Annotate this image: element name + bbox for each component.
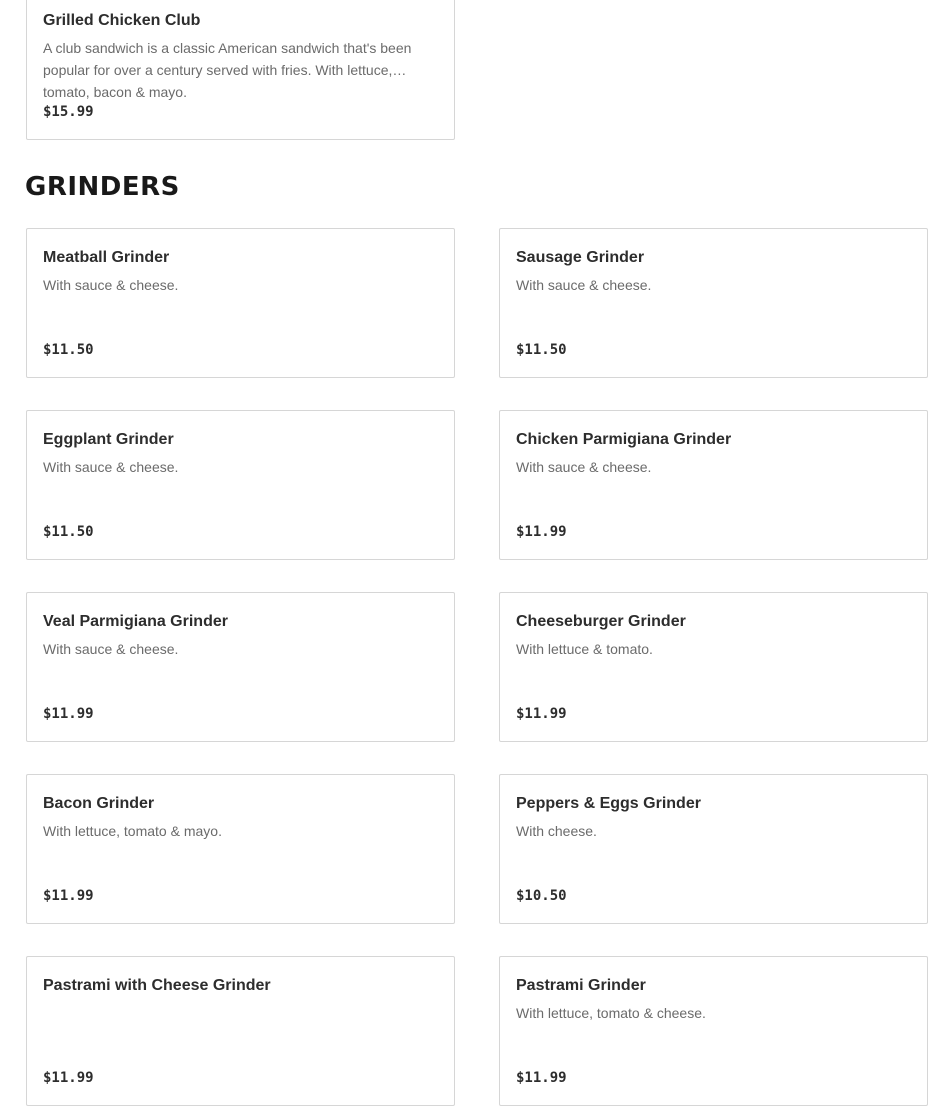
menu-item-price: $11.50 bbox=[516, 342, 567, 358]
menu-item-card[interactable] bbox=[499, 592, 928, 742]
menu-item-description: With lettuce, tomato & cheese. bbox=[516, 1005, 706, 1021]
menu-item-name: Peppers & Eggs Grinder bbox=[516, 795, 701, 812]
menu-item-price: $10.50 bbox=[516, 888, 567, 904]
menu-item-name: Chicken Parmigiana Grinder bbox=[516, 431, 732, 448]
menu-item-description: With sauce & cheese. bbox=[43, 459, 179, 475]
menu-item-description: With sauce & cheese. bbox=[43, 277, 179, 293]
menu-item-name: Pastrami with Cheese Grinder bbox=[43, 977, 271, 994]
menu-item-description bbox=[43, 1002, 438, 1046]
menu-item-name: Bacon Grinder bbox=[43, 795, 155, 812]
menu-item-description: With lettuce & tomato. bbox=[516, 641, 653, 657]
menu-item-description: With sauce & cheese. bbox=[516, 459, 652, 475]
menu-item-name: Eggplant Grinder bbox=[43, 431, 174, 448]
menu-item-price: $11.99 bbox=[516, 706, 567, 722]
menu-item-price: $11.99 bbox=[43, 1070, 94, 1086]
menu-item-card[interactable] bbox=[26, 0, 455, 140]
menu-item-name: Grilled Chicken Club bbox=[43, 12, 201, 29]
menu-item-card[interactable] bbox=[26, 228, 455, 378]
menu-item-price: $11.99 bbox=[516, 524, 567, 540]
menu-item-description: With sauce & cheese. bbox=[516, 277, 652, 293]
menu-item-card[interactable] bbox=[26, 592, 455, 742]
menu-item-card[interactable] bbox=[499, 774, 928, 924]
menu-item-card[interactable] bbox=[26, 774, 455, 924]
menu-item-name: Sausage Grinder bbox=[516, 249, 645, 266]
menu-item-card[interactable] bbox=[499, 956, 928, 1106]
menu-item-description: With cheese. bbox=[516, 823, 597, 839]
menu-item-price: $11.99 bbox=[43, 706, 94, 722]
menu-item-price: $11.99 bbox=[516, 1070, 567, 1086]
menu-item-description: With lettuce, tomato & mayo. bbox=[43, 823, 222, 839]
menu-item-card[interactable] bbox=[499, 228, 928, 378]
menu-item-price: $11.50 bbox=[43, 342, 94, 358]
menu-item-name: Pastrami Grinder bbox=[516, 977, 646, 994]
menu-item-description: A club sandwich is a classic American sandwich that's been popular for over a century served with fries. With lettuce, tomato, bacon & mayo. bbox=[43, 40, 412, 100]
menu-item-description: With sauce & cheese. bbox=[43, 641, 179, 657]
menu-item-name: Veal Parmigiana Grinder bbox=[43, 613, 228, 630]
menu-item-price: $15.99 bbox=[43, 104, 94, 120]
menu-item-card[interactable] bbox=[26, 956, 455, 1106]
menu-item-card[interactable] bbox=[26, 410, 455, 560]
section-title-grinders: GRINDERS bbox=[25, 172, 180, 202]
menu-item-name: Meatball Grinder bbox=[43, 249, 170, 266]
menu-item-name: Cheeseburger Grinder bbox=[516, 613, 686, 630]
menu-item-price: $11.99 bbox=[43, 888, 94, 904]
menu-item-price: $11.50 bbox=[43, 524, 94, 540]
menu-item-card[interactable] bbox=[499, 410, 928, 560]
